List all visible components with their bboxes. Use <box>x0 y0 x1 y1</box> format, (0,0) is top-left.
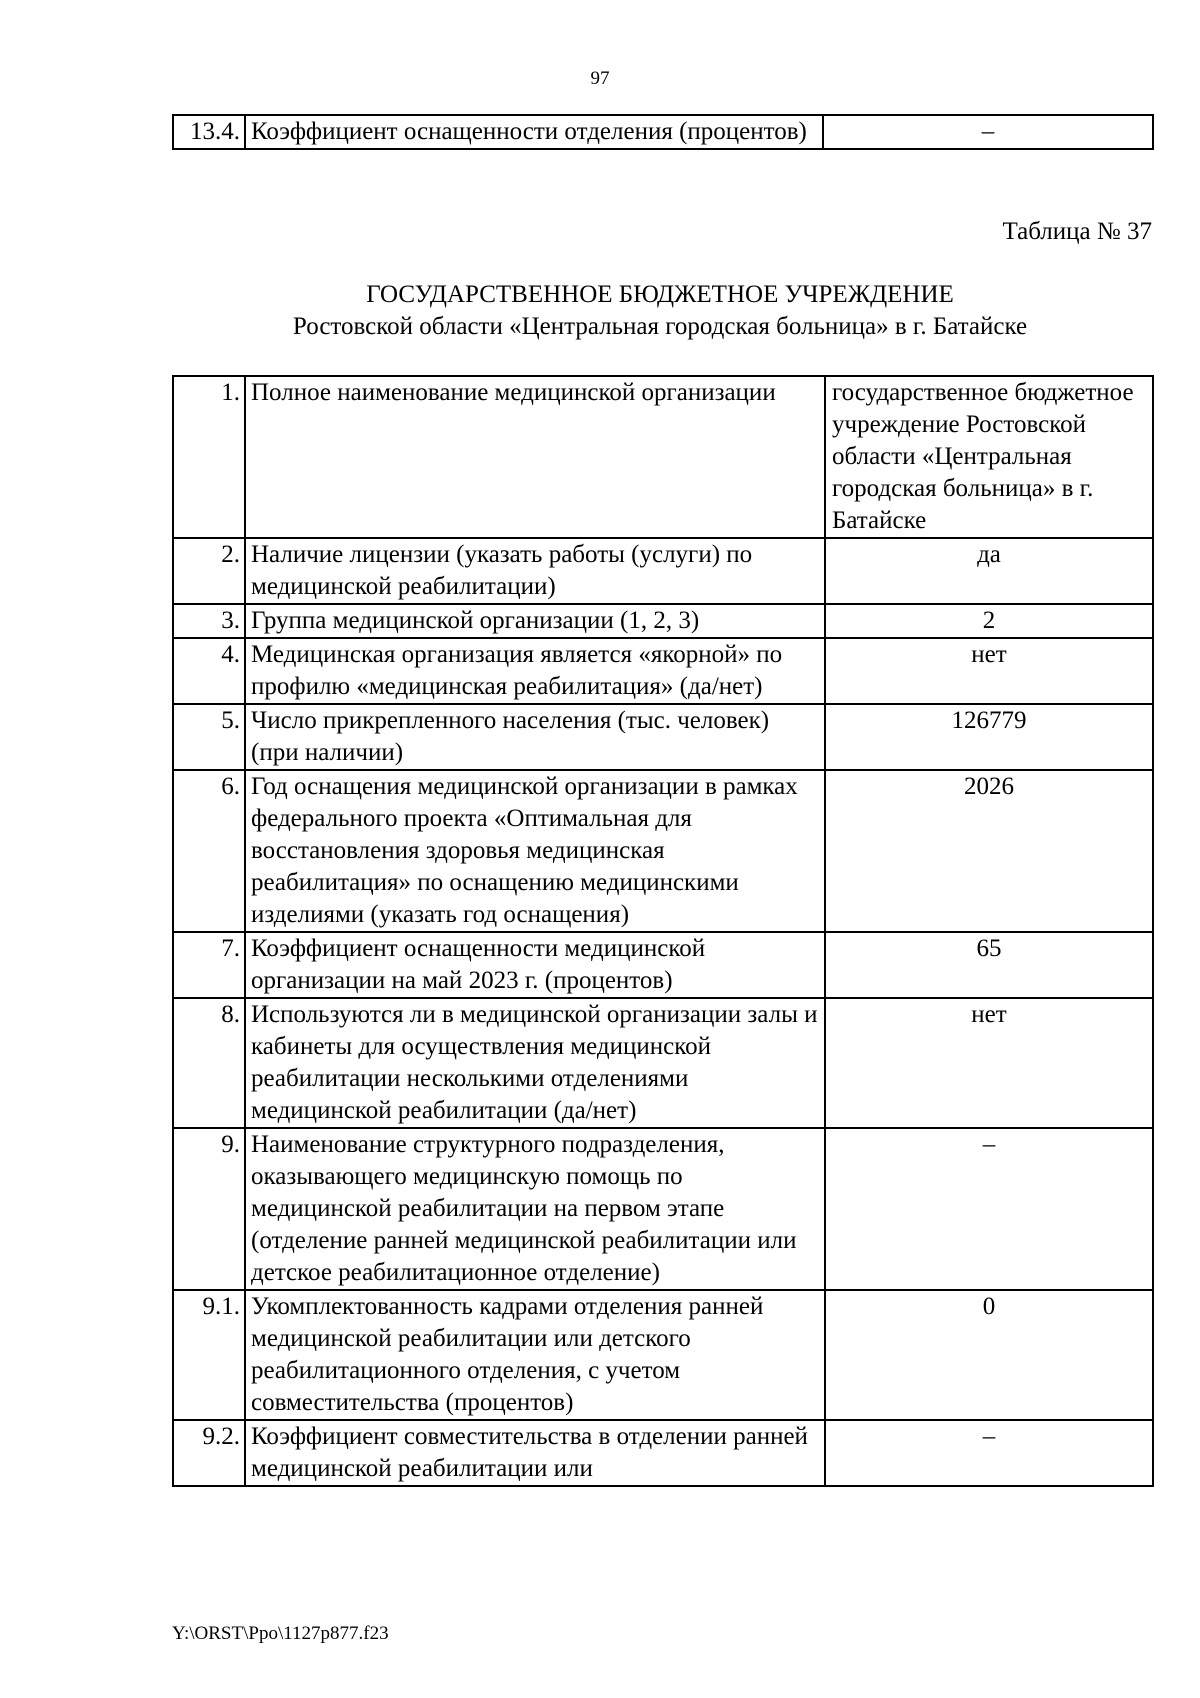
row-value: 2026 <box>825 770 1153 932</box>
row-number: 13.4. <box>173 115 245 149</box>
table-row <box>173 1420 1153 1486</box>
page-number: 97 <box>590 68 610 89</box>
table-row <box>173 638 1153 704</box>
row-value: нет <box>825 998 1153 1128</box>
row-value: 65 <box>825 932 1153 998</box>
row-number: 1. <box>173 376 245 538</box>
continuation-table <box>172 114 1154 150</box>
table-row <box>173 538 1153 604</box>
table-row <box>173 1290 1153 1420</box>
table-row <box>173 115 1153 149</box>
table-row <box>173 704 1153 770</box>
row-label: Полное наименование медицинской организации <box>245 376 825 538</box>
row-value: – <box>825 1420 1153 1486</box>
row-number: 2. <box>173 538 245 604</box>
row-number: 9. <box>173 1128 245 1290</box>
organization-table <box>172 375 1154 1487</box>
row-number: 6. <box>173 770 245 932</box>
row-value: государственное бюджетное учреждение Ростовской области «Центральная городская больница» в г. Батайске <box>825 376 1153 538</box>
row-value: 126779 <box>825 704 1153 770</box>
row-number: 8. <box>173 998 245 1128</box>
table-caption: Таблица № 37 <box>1002 218 1152 245</box>
row-label: Число прикрепленного населения (тыс. человек) (при наличии) <box>245 704 825 770</box>
table-row <box>173 998 1153 1128</box>
row-number: 7. <box>173 932 245 998</box>
row-label: Год оснащения медицинской организации в рамках федерального проекта «Оптимальная для восстановления здоровья медицинская реабилитация» по оснащению медицинскими изделиями (указать год оснащения) <box>245 770 825 932</box>
row-label: Наличие лицензии (указать работы (услуги) по медицинской реабилитации) <box>245 538 825 604</box>
row-value: 0 <box>825 1290 1153 1420</box>
row-number: 5. <box>173 704 245 770</box>
row-value: да <box>825 538 1153 604</box>
row-label: Коэффициент оснащенности медицинской организации на май 2023 г. (процентов) <box>245 932 825 998</box>
row-value: – <box>823 115 1153 149</box>
row-value: нет <box>825 638 1153 704</box>
table-row <box>173 932 1153 998</box>
row-value: – <box>825 1128 1153 1290</box>
row-label: Коэффициент оснащенности отделения (процентов) <box>245 115 823 149</box>
row-label: Наименование структурного подразделения, оказывающего медицинскую помощь по медицинской реабилитации на первом этапе (отделение ранней медицинской реабилитации или детское реабилитационное отделение) <box>245 1128 825 1290</box>
table-row <box>173 604 1153 638</box>
row-label: Медицинская организация является «якорной» по профилю «медицинская реабилитация» (да/нет) <box>245 638 825 704</box>
row-label: Группа медицинской организации (1, 2, 3) <box>245 604 825 638</box>
table-row <box>173 1128 1153 1290</box>
table-row <box>173 770 1153 932</box>
heading-line-1: ГОСУДАРСТВЕННОЕ БЮДЖЕТНОЕ УЧРЕЖДЕНИЕ <box>366 281 954 308</box>
organization-heading <box>0 279 1200 343</box>
row-number: 9.2. <box>173 1420 245 1486</box>
heading-line-2: Ростовской области «Центральная городская больница» в г. Батайске <box>292 313 1028 340</box>
row-number: 4. <box>173 638 245 704</box>
footer-file-path: Y:\ORST\Ppo\1127p877.f23 <box>172 1623 389 1644</box>
row-label: Укомплектованность кадрами отделения ранней медицинской реабилитации или детского реабилитационного отделения, с учетом совместительства (процентов) <box>245 1290 825 1420</box>
row-label: Используются ли в медицинской организации залы и кабинеты для осуществления медицинской реабилитации несколькими отделениями медицинской реабилитации (да/нет) <box>245 998 825 1128</box>
row-label: Коэффициент совместительства в отделении ранней медицинской реабилитации или <box>245 1420 825 1486</box>
table-row <box>173 376 1153 538</box>
row-number: 3. <box>173 604 245 638</box>
row-number: 9.1. <box>173 1290 245 1420</box>
row-value: 2 <box>825 604 1153 638</box>
